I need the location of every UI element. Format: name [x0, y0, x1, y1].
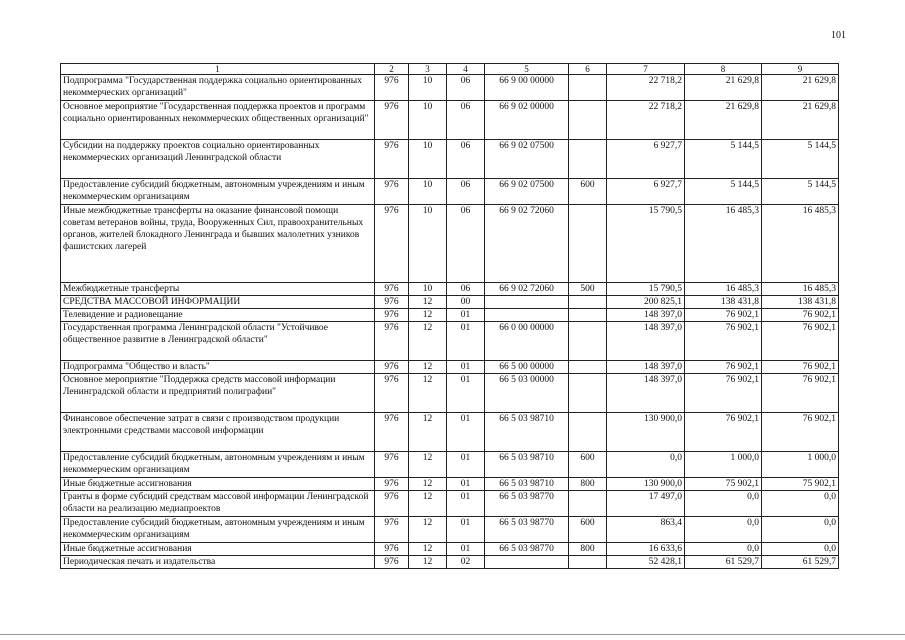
column-header: 4 — [447, 64, 485, 75]
row-name: Телевидение и радиовещание — [61, 309, 375, 322]
amount-col7: 15 790,5 — [607, 283, 685, 296]
table-row — [61, 374, 839, 413]
code-section: 12 — [409, 478, 447, 491]
row-name: Предоставление субсидий бюджетным, автономным учреждениям и иным некоммерческим организациям — [61, 179, 375, 205]
row-name: Межбюджетные трансферты — [61, 283, 375, 296]
row-name: Предоставление субсидий бюджетным, автономным учреждениям и иным некоммерческим организациям — [61, 452, 375, 478]
amount-col9: 21 629,8 — [762, 101, 839, 140]
column-header: 7 — [607, 64, 685, 75]
table-row — [61, 309, 839, 322]
table-row — [61, 283, 839, 296]
code-subsection: 06 — [447, 75, 485, 101]
code-admin: 976 — [375, 361, 409, 374]
code-target: 66 5 03 98710 — [485, 478, 569, 491]
amount-col7: 130 900,0 — [607, 478, 685, 491]
code-admin: 976 — [375, 543, 409, 556]
code-target: 66 5 03 00000 — [485, 374, 569, 413]
code-target: 66 9 02 00000 — [485, 101, 569, 140]
row-name: Иные бюджетные ассигнования — [61, 543, 375, 556]
amount-col7: 16 633,6 — [607, 543, 685, 556]
column-header: 5 — [485, 64, 569, 75]
amount-col9: 61 529,7 — [762, 556, 839, 569]
code-subsection: 01 — [447, 374, 485, 413]
code-target: 66 5 03 98710 — [485, 413, 569, 452]
page-bottom-rule — [0, 634, 905, 635]
amount-col7: 148 397,0 — [607, 374, 685, 413]
code-admin: 976 — [375, 374, 409, 413]
amount-col8: 21 629,8 — [685, 101, 762, 140]
code-type — [569, 205, 607, 283]
code-admin: 976 — [375, 205, 409, 283]
table-row — [61, 361, 839, 374]
amount-col7: 200 825,1 — [607, 296, 685, 309]
code-type: 500 — [569, 283, 607, 296]
code-type — [569, 140, 607, 179]
amount-col8: 5 144,5 — [685, 140, 762, 179]
code-subsection: 01 — [447, 322, 485, 361]
code-type — [569, 296, 607, 309]
code-subsection: 06 — [447, 101, 485, 140]
amount-col9: 1 000,0 — [762, 452, 839, 478]
amount-col7: 52 428,1 — [607, 556, 685, 569]
row-name: Предоставление субсидий бюджетным, автономным учреждениям и иным некоммерческим организациям — [61, 517, 375, 543]
table-row — [61, 543, 839, 556]
table-row — [61, 491, 839, 517]
code-admin: 976 — [375, 309, 409, 322]
code-section: 12 — [409, 556, 447, 569]
code-section: 10 — [409, 283, 447, 296]
code-type — [569, 491, 607, 517]
amount-col8: 0,0 — [685, 543, 762, 556]
column-header-row — [61, 64, 839, 75]
code-target: 66 5 03 98770 — [485, 517, 569, 543]
amount-col8: 16 485,3 — [685, 283, 762, 296]
code-target: 66 5 00 00000 — [485, 361, 569, 374]
amount-col9: 16 485,3 — [762, 283, 839, 296]
amount-col9: 16 485,3 — [762, 205, 839, 283]
amount-col9: 5 144,5 — [762, 140, 839, 179]
amount-col7: 148 397,0 — [607, 322, 685, 361]
amount-col9: 138 431,8 — [762, 296, 839, 309]
code-section: 12 — [409, 361, 447, 374]
code-target: 66 5 03 98770 — [485, 543, 569, 556]
code-subsection: 06 — [447, 283, 485, 296]
code-section: 12 — [409, 452, 447, 478]
column-header: 8 — [685, 64, 762, 75]
amount-col8: 0,0 — [685, 491, 762, 517]
amount-col8: 61 529,7 — [685, 556, 762, 569]
amount-col7: 130 900,0 — [607, 413, 685, 452]
code-type — [569, 556, 607, 569]
amount-col7: 148 397,0 — [607, 361, 685, 374]
code-type — [569, 413, 607, 452]
code-type — [569, 309, 607, 322]
amount-col9: 75 902,1 — [762, 478, 839, 491]
column-header: 3 — [409, 64, 447, 75]
amount-col9: 0,0 — [762, 517, 839, 543]
code-subsection: 01 — [447, 413, 485, 452]
code-admin: 976 — [375, 140, 409, 179]
code-subsection: 01 — [447, 491, 485, 517]
code-admin: 976 — [375, 75, 409, 101]
code-subsection: 01 — [447, 517, 485, 543]
amount-col7: 148 397,0 — [607, 309, 685, 322]
table-row — [61, 296, 839, 309]
code-type: 600 — [569, 452, 607, 478]
code-section: 12 — [409, 517, 447, 543]
code-subsection: 02 — [447, 556, 485, 569]
code-admin: 976 — [375, 413, 409, 452]
code-section: 10 — [409, 75, 447, 101]
table-body — [61, 64, 839, 569]
code-section: 12 — [409, 543, 447, 556]
amount-col9: 76 902,1 — [762, 374, 839, 413]
code-subsection: 01 — [447, 478, 485, 491]
code-subsection: 01 — [447, 543, 485, 556]
table-row — [61, 205, 839, 283]
code-target: 66 9 02 72060 — [485, 283, 569, 296]
code-type — [569, 101, 607, 140]
row-name: Иные бюджетные ассигнования — [61, 478, 375, 491]
amount-col8: 21 629,8 — [685, 75, 762, 101]
amount-col8: 76 902,1 — [685, 361, 762, 374]
code-target — [485, 296, 569, 309]
row-name: Подпрограмма "Общество и власть" — [61, 361, 375, 374]
row-name: Государственная программа Ленинградской области "Устойчивое общественное развитие в Ленинградской области" — [61, 322, 375, 361]
amount-col8: 75 902,1 — [685, 478, 762, 491]
row-name: Субсидии на поддержку проектов социально ориентированных некоммерческих организаций Ленинградской области — [61, 140, 375, 179]
amount-col7: 22 718,2 — [607, 101, 685, 140]
amount-col8: 138 431,8 — [685, 296, 762, 309]
page-number: 101 — [831, 30, 846, 41]
amount-col8: 1 000,0 — [685, 452, 762, 478]
code-type: 600 — [569, 517, 607, 543]
code-subsection: 06 — [447, 140, 485, 179]
row-name: Финансовое обеспечение затрат в связи с производством продукции электронными средствами массовой информации — [61, 413, 375, 452]
amount-col8: 76 902,1 — [685, 374, 762, 413]
code-target: 66 5 03 98710 — [485, 452, 569, 478]
row-name: Иные межбюджетные трансферты на оказание финансовой помощи советам ветеранов войны, труда, Вооруженных Сил, правоохранительных органов, жителей блокадного Ленинграда и бывших малолетних узников фашистских лагерей — [61, 205, 375, 283]
code-admin: 976 — [375, 101, 409, 140]
amount-col9: 76 902,1 — [762, 413, 839, 452]
column-header: 9 — [762, 64, 839, 75]
code-admin: 976 — [375, 517, 409, 543]
row-name: СРЕДСТВА МАССОВОЙ ИНФОРМАЦИИ — [61, 296, 375, 309]
code-subsection: 00 — [447, 296, 485, 309]
code-section: 10 — [409, 101, 447, 140]
budget-table — [60, 63, 839, 569]
code-admin: 976 — [375, 452, 409, 478]
code-target: 66 5 03 98770 — [485, 491, 569, 517]
amount-col9: 76 902,1 — [762, 309, 839, 322]
amount-col7: 6 927,7 — [607, 140, 685, 179]
code-target — [485, 556, 569, 569]
amount-col9: 21 629,8 — [762, 75, 839, 101]
code-admin: 976 — [375, 296, 409, 309]
amount-col9: 76 902,1 — [762, 361, 839, 374]
code-section: 12 — [409, 374, 447, 413]
code-admin: 976 — [375, 283, 409, 296]
column-header: 1 — [61, 64, 375, 75]
column-header: 2 — [375, 64, 409, 75]
code-type — [569, 75, 607, 101]
amount-col7: 17 497,0 — [607, 491, 685, 517]
code-subsection: 01 — [447, 452, 485, 478]
amount-col7: 6 927,7 — [607, 179, 685, 205]
code-target: 66 9 00 00000 — [485, 75, 569, 101]
code-section: 12 — [409, 413, 447, 452]
code-target — [485, 309, 569, 322]
row-name: Подпрограмма "Государственная поддержка социально ориентированных некоммерческих организаций" — [61, 75, 375, 101]
table-row — [61, 75, 839, 101]
amount-col9: 0,0 — [762, 491, 839, 517]
table-row — [61, 413, 839, 452]
table-row — [61, 452, 839, 478]
row-name: Основное мероприятие "Поддержка средств массовой информации Ленинградской области и предприятий полиграфии" — [61, 374, 375, 413]
code-section: 12 — [409, 491, 447, 517]
code-section: 12 — [409, 322, 447, 361]
amount-col9: 76 902,1 — [762, 322, 839, 361]
amount-col7: 22 718,2 — [607, 75, 685, 101]
code-type — [569, 361, 607, 374]
code-section: 10 — [409, 140, 447, 179]
code-admin: 976 — [375, 322, 409, 361]
amount-col7: 0,0 — [607, 452, 685, 478]
code-target: 66 9 02 07500 — [485, 179, 569, 205]
column-header: 6 — [569, 64, 607, 75]
table-row — [61, 556, 839, 569]
amount-col9: 5 144,5 — [762, 179, 839, 205]
amount-col8: 76 902,1 — [685, 413, 762, 452]
code-type: 800 — [569, 543, 607, 556]
amount-col8: 76 902,1 — [685, 322, 762, 361]
code-admin: 976 — [375, 491, 409, 517]
amount-col8: 16 485,3 — [685, 205, 762, 283]
code-type: 800 — [569, 478, 607, 491]
code-subsection: 01 — [447, 309, 485, 322]
row-name: Гранты в форме субсидий средствам массовой информации Ленинградской области на реализацию медиапроектов — [61, 491, 375, 517]
code-subsection: 06 — [447, 179, 485, 205]
amount-col7: 863,4 — [607, 517, 685, 543]
table-row — [61, 517, 839, 543]
amount-col8: 0,0 — [685, 517, 762, 543]
code-admin: 976 — [375, 179, 409, 205]
amount-col7: 15 790,5 — [607, 205, 685, 283]
table-row — [61, 179, 839, 205]
table-row — [61, 322, 839, 361]
amount-col8: 5 144,5 — [685, 179, 762, 205]
code-type — [569, 322, 607, 361]
code-section: 10 — [409, 179, 447, 205]
code-target: 66 9 02 72060 — [485, 205, 569, 283]
row-name: Периодическая печать и издательства — [61, 556, 375, 569]
row-name: Основное мероприятие "Государственная поддержка проектов и программ социально ориентированных некоммерческих общественных организаций" — [61, 101, 375, 140]
table-row — [61, 478, 839, 491]
amount-col8: 76 902,1 — [685, 309, 762, 322]
code-type — [569, 374, 607, 413]
code-subsection: 01 — [447, 361, 485, 374]
code-type: 600 — [569, 179, 607, 205]
code-section: 12 — [409, 309, 447, 322]
code-admin: 976 — [375, 556, 409, 569]
code-subsection: 06 — [447, 205, 485, 283]
table-row — [61, 140, 839, 179]
code-target: 66 9 02 07500 — [485, 140, 569, 179]
code-admin: 976 — [375, 478, 409, 491]
code-target: 66 0 00 00000 — [485, 322, 569, 361]
code-section: 12 — [409, 296, 447, 309]
code-section: 10 — [409, 205, 447, 283]
amount-col9: 0,0 — [762, 543, 839, 556]
table-row — [61, 101, 839, 140]
